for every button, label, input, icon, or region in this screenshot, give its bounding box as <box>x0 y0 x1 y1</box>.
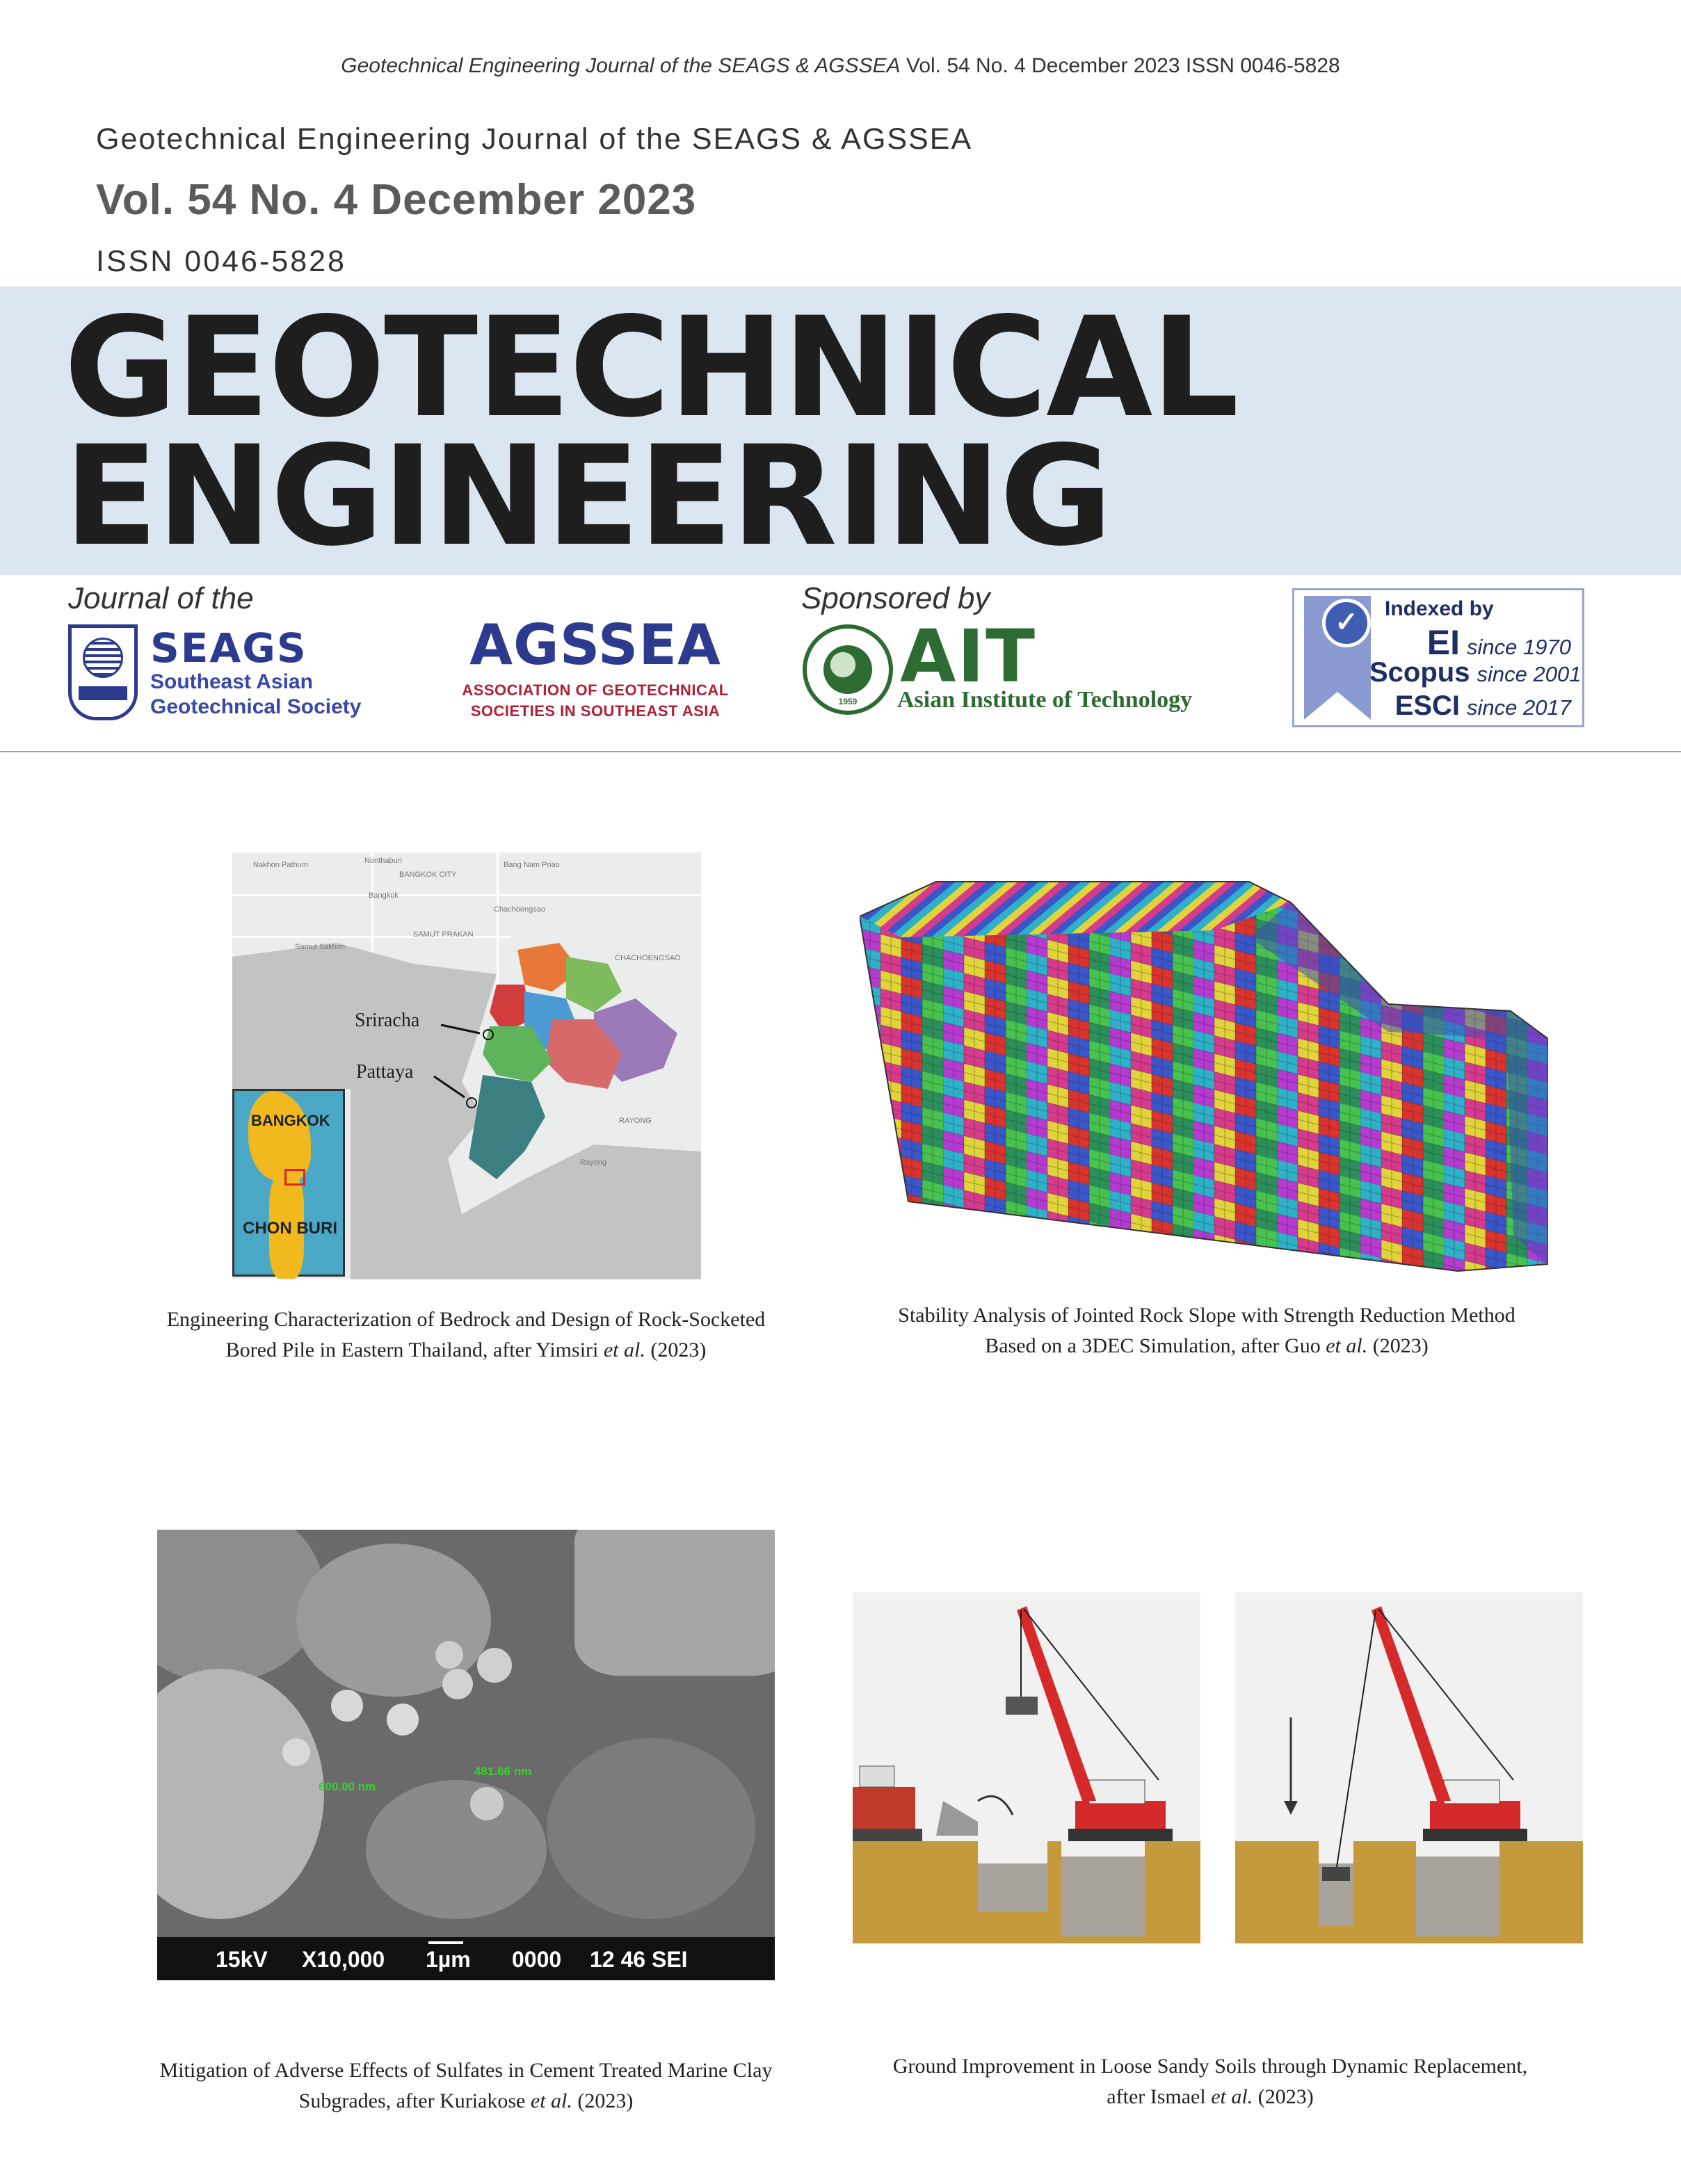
seags-emblem-icon <box>68 624 138 720</box>
sem-measure-2: 481.66 nm <box>474 1765 532 1778</box>
soil-right <box>1235 1841 1583 1943</box>
indexed-title: Indexed by <box>1385 597 1494 620</box>
bulldozer-cab <box>860 1766 894 1787</box>
sem-info-bar <box>157 1937 775 1980</box>
running-head-journal: Geotechnical Engineering Journal of the SEAGS & AGSSEA <box>341 54 901 77</box>
index-since: since 1970 <box>1467 635 1571 659</box>
caption-line <box>821 2082 1600 2112</box>
map-label: Nonthaburi <box>364 857 402 865</box>
globe-icon <box>83 638 123 678</box>
caption-etal: et al. <box>530 2089 572 2112</box>
index-since: since 2001 <box>1477 662 1582 686</box>
sem-code: 0000 <box>512 1947 562 1972</box>
crane-cab <box>1444 1780 1499 1804</box>
crushed-stone-left-2 <box>1061 1857 1145 1936</box>
caption-year: (2023) <box>572 2089 634 2112</box>
header-divider <box>0 751 1681 752</box>
index-name: Scopus <box>1369 657 1470 688</box>
caption-figure-3 <box>104 2055 828 2116</box>
province-region <box>469 1075 545 1179</box>
ait-globe-icon <box>823 645 872 694</box>
map-label: CHACHOENGSAO <box>615 954 681 962</box>
crane-track <box>1068 1829 1173 1841</box>
agssea-subtitle <box>456 680 734 721</box>
running-head <box>0 54 1681 78</box>
caption-line <box>111 1335 821 1366</box>
index-since: since 2017 <box>1467 695 1571 720</box>
sem-scale: 1µm <box>426 1947 471 1972</box>
caption-line: Stability Analysis of Jointed Rock Slope with Strength Reduction Method <box>898 1304 1515 1327</box>
ait-seal-year: 1959 <box>838 697 858 706</box>
seags-subtitle-2: Geotechnical Society <box>150 695 362 718</box>
caption-etal: et al. <box>1211 2085 1253 2108</box>
map-label: RAYONG <box>619 1117 652 1125</box>
caption-text: Subgrades, after Kuriakose <box>298 2089 531 2112</box>
caption-figure-4 <box>821 2051 1600 2112</box>
map-label: Bangkok <box>369 891 399 900</box>
crane-track <box>1423 1829 1527 1841</box>
map-label: SAMUT PRAKAN <box>413 930 474 939</box>
ait-logo <box>803 614 1220 722</box>
caption-text: Based on a 3DEC Simulation, after Guo <box>985 1334 1326 1357</box>
caption-year: (2023) <box>1367 1334 1429 1357</box>
crushed-stone-right-2 <box>1416 1857 1499 1936</box>
figure-crane-illustration <box>853 1592 1583 1943</box>
caption-text: after Ismael <box>1107 2085 1212 2108</box>
journal-of-label: Journal of the <box>68 581 254 615</box>
issn-line: ISSN 0046-5828 <box>96 245 346 278</box>
sem-sphere <box>477 1648 512 1683</box>
title-line-2: ENGINEERING <box>64 416 1111 576</box>
caption-line: Ground Improvement in Loose Sandy Soils through Dynamic Replacement, <box>892 2055 1528 2078</box>
index-row <box>1369 690 1571 722</box>
sponsored-by-label: Sponsored by <box>801 581 990 615</box>
figure-map <box>232 852 701 1279</box>
tamper-weight <box>1006 1697 1038 1715</box>
sem-sphere <box>470 1787 504 1820</box>
inset-land <box>248 1091 311 1181</box>
agssea-logo <box>456 613 734 722</box>
sem-measure-1: 600.00 nm <box>319 1780 376 1793</box>
caption-line <box>821 1331 1593 1361</box>
map-label: Chachoengsao <box>494 905 546 914</box>
caption-line: Mitigation of Adverse Effects of Sulfates in Cement Treated Marine Clay <box>159 2059 773 2082</box>
sem-sphere <box>442 1669 473 1699</box>
map-inset <box>232 1089 345 1277</box>
agssea-subtitle-1: ASSOCIATION OF GEOTECHNICAL <box>462 681 729 699</box>
sem-wd: 12 46 SEI <box>590 1947 688 1972</box>
map-label: BANGKOK CITY <box>399 871 457 879</box>
figure-3dec-model <box>860 875 1548 1275</box>
bulldozer-body <box>853 1787 915 1829</box>
index-name: ESCI <box>1394 690 1461 721</box>
title-line-1: GEOTECHNICAL <box>64 287 1238 448</box>
sem-particle <box>157 1669 324 1919</box>
map-city-sriracha: Sriracha <box>355 1010 420 1031</box>
volume-line: Vol. 54 No. 4 December 2023 <box>96 176 697 224</box>
map-label: Samut Sakhon <box>295 943 346 951</box>
caption-line: Engineering Characterization of Bedrock and Design of Rock-Socketed <box>166 1308 766 1331</box>
indexed-box <box>1292 588 1584 727</box>
sem-magnification: X10,000 <box>302 1947 385 1972</box>
ait-name: AIT <box>900 614 1037 699</box>
sem-scale-bar <box>428 1941 463 1944</box>
crushed-stone-left-1 <box>978 1863 1047 1912</box>
bulldozer-track <box>853 1829 922 1841</box>
caption-year: (2023) <box>645 1338 707 1361</box>
caption-text: Bored Pile in Eastern Thailand, after Yimsiri <box>225 1338 604 1361</box>
journal-line: Geotechnical Engineering Journal of the SEAGS & AGSSEA <box>96 122 973 156</box>
crane-body <box>1430 1801 1520 1829</box>
sem-particle <box>547 1738 755 1919</box>
seags-name: SEAGS <box>150 624 307 672</box>
sem-sphere <box>331 1690 363 1722</box>
caption-etal: et al. <box>1326 1334 1368 1357</box>
sem-voltage: 15kV <box>216 1947 268 1972</box>
crane-body <box>1075 1801 1166 1829</box>
crane-cab <box>1089 1780 1145 1804</box>
figure-sem <box>157 1530 775 1980</box>
ait-subtitle: Asian Institute of Technology <box>897 687 1193 713</box>
ait-seal-icon <box>803 624 893 715</box>
caption-line <box>104 2086 828 2117</box>
caption-etal: et al. <box>603 1338 645 1361</box>
agssea-name: AGSSEA <box>469 613 721 677</box>
caption-year: (2023) <box>1253 2085 1314 2108</box>
sem-sphere <box>282 1738 310 1766</box>
sem-particle <box>574 1530 775 1676</box>
map-label: Rayong <box>580 1158 606 1167</box>
running-head-issue: Vol. 54 No. 4 December 2023 ISSN 0046-5828 <box>900 54 1340 77</box>
agssea-subtitle-2: SOCIETIES IN SOUTHEAST ASIA <box>470 702 721 720</box>
sem-sphere <box>387 1704 419 1736</box>
sem-particle <box>366 1780 547 1919</box>
sem-sphere <box>435 1641 463 1669</box>
index-name: EI <box>1426 623 1461 662</box>
map-label: Nakhon Pathum <box>253 861 308 869</box>
map-label: Bang Nam Priao <box>504 861 560 869</box>
tamper-weight-dropped <box>1322 1867 1350 1881</box>
index-row <box>1369 657 1582 688</box>
caption-figure-2 <box>821 1300 1593 1361</box>
inset-label-bangkok: BANGKOK <box>251 1112 330 1129</box>
seags-subtitle-1: Southeast Asian <box>150 670 313 693</box>
model-front-face <box>860 882 1548 1271</box>
seags-logo <box>68 624 388 722</box>
checkmark-badge-icon: ✓ <box>1322 599 1371 647</box>
caption-figure-1 <box>111 1304 821 1365</box>
inset-label-chonburi: CHON BURI <box>243 1219 337 1238</box>
emblem-base <box>79 686 127 700</box>
map-city-pattaya: Pattaya <box>356 1061 414 1083</box>
inset-highlight-box <box>284 1169 305 1186</box>
